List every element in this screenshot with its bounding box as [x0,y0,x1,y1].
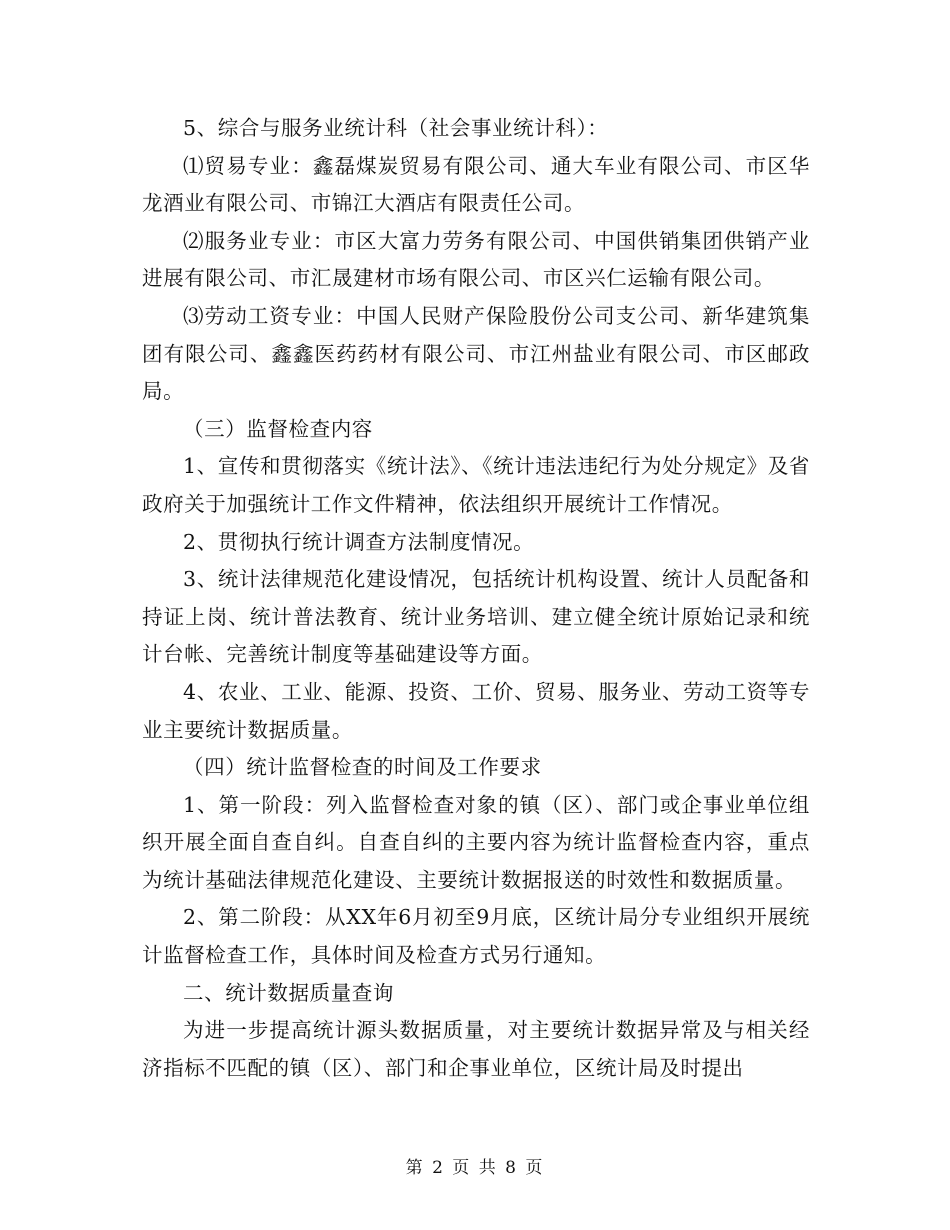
document-body [142,110,810,1087]
paragraph: ⑶劳动工资专业：中国人民财产保险股份公司支公司、新华建筑集团有限公司、鑫鑫医药药材有限公司、市江州盐业有限公司、市区邮政局。 [142,303,810,404]
paragraph: 4、农业、工业、能源、投资、工价、贸易、服务业、劳动工资等专业主要统计数据质量。 [142,679,810,742]
section-heading: （三）监督检查内容 [183,416,373,441]
paragraph: 2、贯彻执行统计调查方法制度情况。 [183,529,535,554]
paragraph: 3、统计法律规范化建设情况，包括统计机构设置、统计人员配备和持证上岗、统计普法教育、统计业务培训、建立健全统计原始记录和统计台帐、完善统计制度等基础建设等方面。 [142,567,810,667]
paragraph: ⑵服务业专业：市区大富力劳务有限公司、中国供销集团供销产业进展有限公司、市汇晟建材市场有限公司、市区兴仁运输有限公司。 [142,228,810,291]
paragraph: 2、第二阶段：从XX年6月初至9月底，区统计局分专业组织开展统计监督检查工作，具体时间及检查方式另行通知。 [142,905,810,968]
paragraph: ⑴贸易专业：鑫磊煤炭贸易有限公司、通大车业有限公司、市区华龙酒业有限公司、市锦江大酒店有限责任公司。 [142,153,810,216]
paragraph: 1、宣传和贯彻落实《统计法》、《统计违法违纪行为处分规定》及省政府关于加强统计工作文件精神，依法组织开展统计工作情况。 [142,454,810,516]
paragraph: 1、第一阶段：列入监督检查对象的镇（区）、部门或企事业单位组织开展全面自查自纠。自查自纠的主要内容为统计监督检查内容，重点为统计基础法律规范化建设、主要统计数据报送的时效性和数据质量。 [142,792,810,892]
section-heading: （四）统计监督检查的时间及工作要求 [183,755,542,780]
section-heading: 二、统计数据质量查询 [183,980,394,1005]
paragraph: 为进一步提高统计源头数据质量，对主要统计数据异常及与相关经济指标不匹配的镇（区）、部门和企事业单位，区统计局及时提出 [142,1018,810,1080]
page-number-footer: 第 2 页 共 8 页 [405,1158,545,1178]
section-heading: 5、综合与服务业统计科（社会事业统计科）： [183,116,609,140]
